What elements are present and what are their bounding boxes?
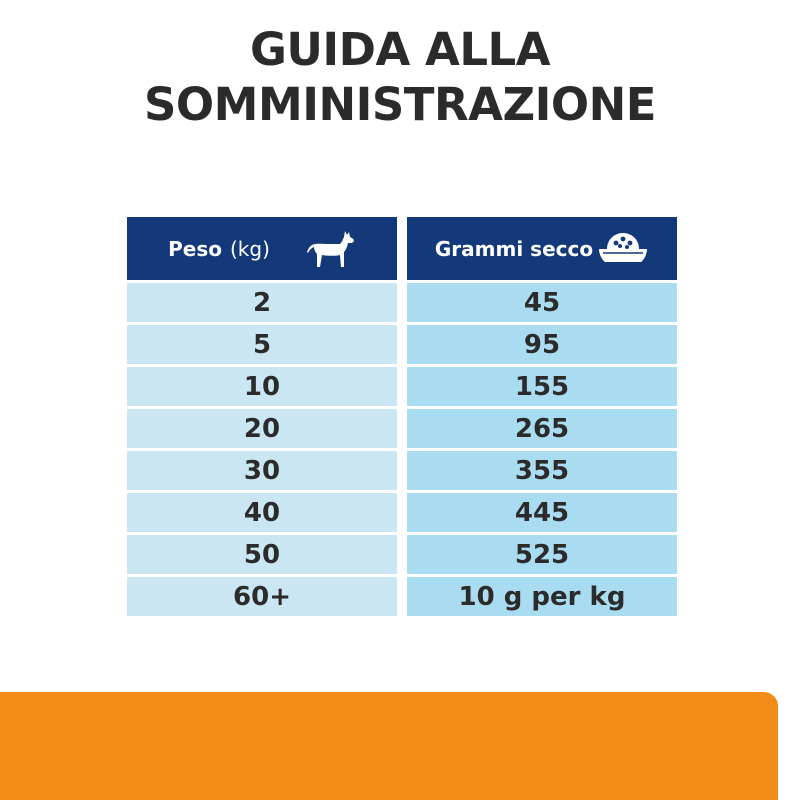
weight-cell: 40 — [127, 493, 397, 532]
page-title — [0, 22, 800, 132]
weight-cell: 2 — [127, 283, 397, 322]
grams-cell: 45 — [407, 283, 677, 322]
grams-cell: 155 — [407, 367, 677, 406]
weight-column — [127, 217, 397, 616]
weight-cell: 50 — [127, 535, 397, 574]
weight-header — [127, 217, 397, 280]
page-title-line-1: GUIDA ALLA — [249, 23, 551, 76]
grams-cell: 10 g per kg — [407, 577, 677, 616]
weight-cell: 10 — [127, 367, 397, 406]
grams-cell: 95 — [407, 325, 677, 364]
weight-header-label: Peso — [168, 236, 222, 261]
weight-cell: 60+ — [127, 577, 397, 616]
grams-column — [407, 217, 677, 616]
grams-header-label: Grammi secco — [434, 236, 594, 261]
weight-cell: 20 — [127, 409, 397, 448]
grams-cell: 445 — [407, 493, 677, 532]
weight-cell: 5 — [127, 325, 397, 364]
page-title-line-2: SOMMINISTRAZIONE — [144, 78, 656, 131]
dog-icon — [306, 227, 356, 271]
orange-band — [0, 692, 778, 800]
weight-header-unit: (kg) — [229, 236, 270, 261]
food-bowl-icon — [597, 229, 649, 265]
grams-cell: 355 — [407, 451, 677, 490]
weight-cell: 30 — [127, 451, 397, 490]
feeding-table — [127, 217, 677, 616]
grams-cell: 265 — [407, 409, 677, 448]
grams-header — [407, 217, 677, 280]
grams-cell: 525 — [407, 535, 677, 574]
